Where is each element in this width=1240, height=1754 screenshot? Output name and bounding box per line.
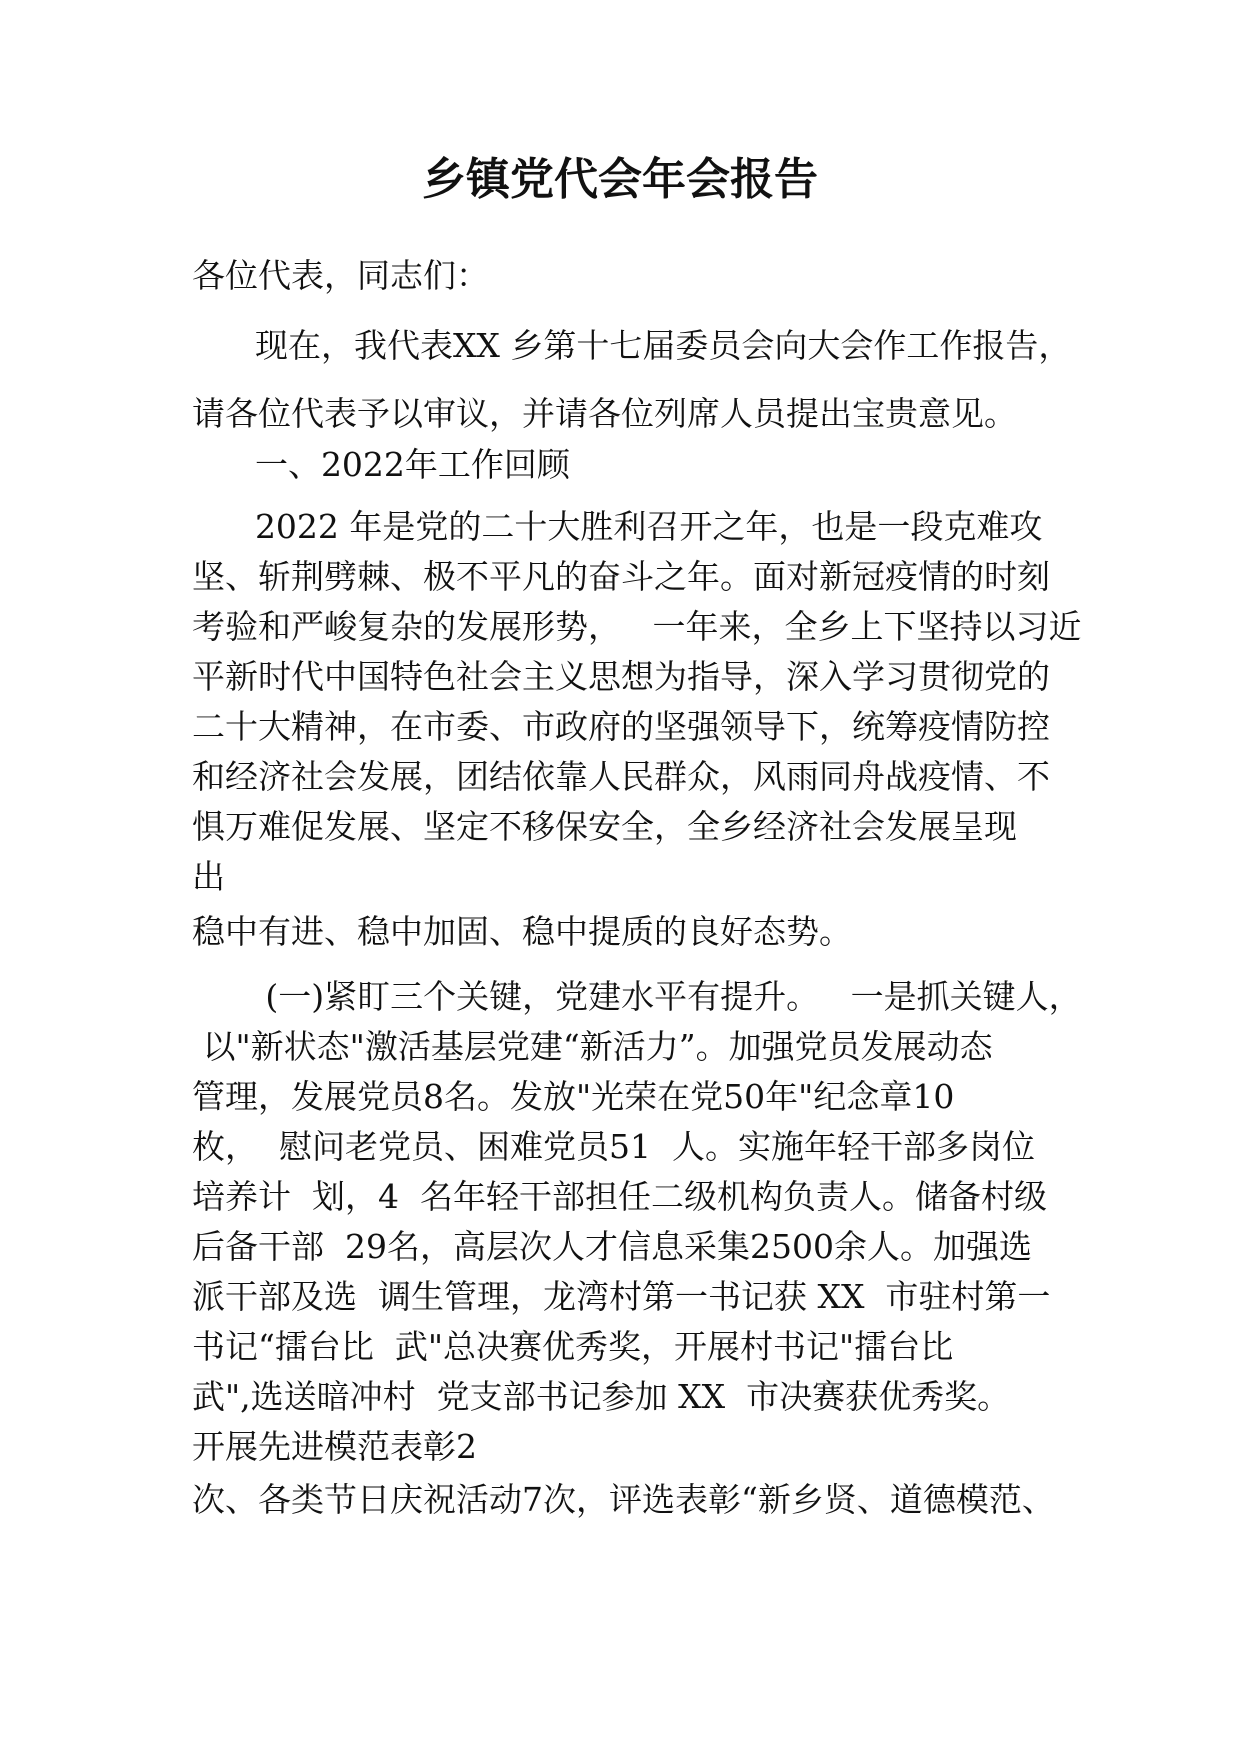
- body-line: 和经济社会发展，团结依靠人民群众，风雨同舟战疫情、不: [192, 757, 1050, 796]
- body-line: 开展先进模范表彰2: [192, 1427, 477, 1466]
- body-line: 坚、斩荆劈棘、极不平凡的奋斗之年。面对新冠疫情的时刻: [192, 557, 1050, 596]
- body-line: 惧万难促发展、坚定不移保安全，全乡经济社会发展呈现: [192, 807, 1017, 846]
- body-line: 以"新状态"激活基层党建“新活力”。加强党员发展动态: [192, 1027, 993, 1066]
- body-line: 管理，发展党员8名。发放"光荣在党50年"纪念章10: [192, 1077, 955, 1116]
- body-line: 现在，我代表XX 乡第十七届委员会向大会作工作报告，: [192, 326, 1072, 365]
- body-line: 书记“擂台比 武"总决赛优秀奖，开展村书记"擂台比: [192, 1327, 954, 1366]
- body-line: 请各位代表予以审议，并请各位列席人员提出宝贵意见。: [192, 394, 1017, 433]
- body-line: 后备干部 29名，高层次人才信息采集2500余人。加强选: [192, 1227, 1032, 1266]
- body-line: 派干部及选 调生管理，龙湾村第一书记获 XX 市驻村第一: [192, 1277, 1051, 1316]
- salutation-line: 各位代表，同志们：: [192, 256, 489, 295]
- section-heading: 一、2022年工作回顾: [192, 445, 570, 484]
- subsection-line: (一)紧盯三个关键，党建水平有提升。 一是抓关键人，: [192, 977, 1082, 1016]
- body-line: 枚， 慰问老党员、困难党员51 人。实施年轻干部多岗位: [192, 1127, 1035, 1166]
- document-title: 乡镇党代会年会报告: [422, 154, 818, 205]
- body-line: 出: [192, 857, 225, 896]
- body-line: 考验和严峻复杂的发展形势， 一年来，全乡上下坚持以习近: [192, 607, 1082, 646]
- body-line: 二十大精神，在市委、市政府的坚强领导下，统筹疫情防控: [192, 707, 1050, 746]
- body-line: 稳中有进、稳中加固、稳中提质的良好态势。: [192, 912, 852, 951]
- body-line: 培养计 划，4 名年轻干部担任二级机构负责人。储备村级: [192, 1177, 1047, 1216]
- body-line: 平新时代中国特色社会主义思想为指导，深入学习贯彻党的: [192, 657, 1050, 696]
- body-line: 次、各类节日庆祝活动7次，评选表彰“新乡贤、道德模范、: [192, 1480, 1055, 1519]
- body-line: 2022 年是党的二十大胜利召开之年，也是一段克难攻: [192, 507, 1043, 546]
- body-line: 武",选送暗冲村 党支部书记参加 XX 市决赛获优秀奖。: [192, 1377, 1011, 1416]
